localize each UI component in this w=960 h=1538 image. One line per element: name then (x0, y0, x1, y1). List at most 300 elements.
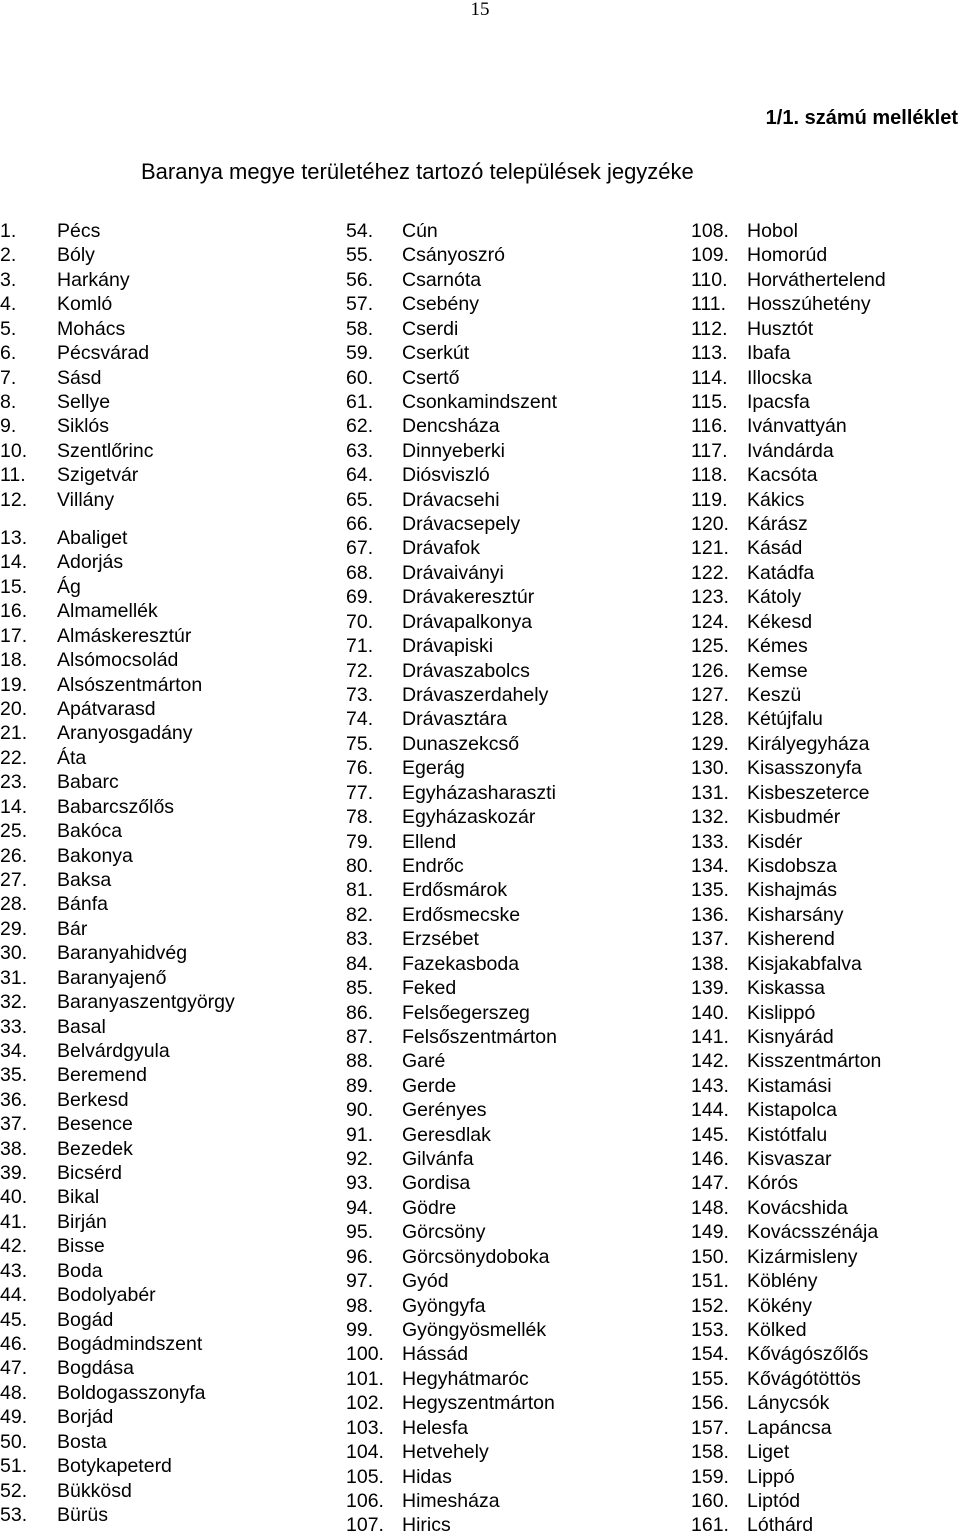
settlement-name: Kisbudmér (747, 806, 841, 829)
item-number: 5. (0, 317, 17, 340)
item-number: 134. (691, 854, 729, 877)
settlement-name: Geresdlak (402, 1123, 491, 1146)
list-item (691, 1391, 886, 1415)
list-item (0, 1332, 235, 1356)
list-item (346, 1001, 557, 1025)
list-item (346, 659, 557, 683)
list-item (0, 292, 235, 316)
item-number: 124. (691, 610, 729, 633)
settlement-name: Gerde (402, 1074, 457, 1097)
item-number: 105. (346, 1465, 384, 1488)
item-number: 14. (0, 551, 28, 574)
settlement-name: Helesfa (402, 1416, 469, 1439)
list-item (0, 414, 235, 438)
settlement-name: Himesháza (402, 1489, 500, 1512)
list-item (346, 341, 557, 365)
item-number: 40. (0, 1186, 28, 1209)
item-number: 49. (0, 1406, 28, 1429)
item-number: 111. (691, 293, 727, 316)
list-item (346, 268, 557, 292)
item-number: 44. (0, 1284, 28, 1307)
settlement-name: Fazekasboda (402, 952, 520, 975)
list-item (691, 1465, 886, 1489)
item-number: 117. (691, 439, 728, 462)
item-number: 76. (346, 757, 374, 780)
settlement-name: Csonkamindszent (402, 390, 557, 413)
item-number: 56. (346, 268, 374, 291)
settlement-name: Gyöngyösmellék (402, 1318, 547, 1341)
item-number: 106. (346, 1489, 384, 1512)
list-item (0, 341, 235, 365)
list-item (691, 1342, 886, 1366)
list-item (346, 585, 557, 609)
settlement-name: Csertő (402, 366, 460, 389)
list-item (691, 463, 886, 487)
item-number: 73. (346, 684, 374, 707)
item-number: 4. (0, 293, 17, 316)
page-number: 15 (470, 0, 490, 20)
item-number: 108. (691, 220, 729, 242)
item-number: 33. (0, 1015, 28, 1038)
list-item (0, 1405, 235, 1429)
list-item (346, 243, 557, 267)
item-number: 99. (346, 1318, 374, 1341)
item-number: 103. (346, 1416, 384, 1439)
settlement-name: Ellend (402, 830, 457, 853)
settlement-name: Adorjás (57, 551, 124, 574)
item-number: 118. (691, 464, 728, 487)
settlement-name: Beremend (57, 1064, 147, 1087)
item-number: 41. (0, 1210, 28, 1233)
list-item (0, 1137, 235, 1161)
item-number: 39. (0, 1162, 28, 1185)
list-item (0, 697, 235, 721)
item-number: 88. (346, 1050, 374, 1073)
item-number: 159. (691, 1465, 729, 1488)
settlement-name: Drávasztára (402, 708, 508, 731)
list-item (691, 1196, 886, 1220)
settlement-name: Komló (57, 293, 113, 316)
list-item (691, 805, 886, 829)
item-number: 52. (0, 1479, 28, 1502)
item-number: 22. (0, 746, 28, 769)
item-number: 9. (0, 415, 17, 438)
settlement-name: Kovácsszénája (747, 1221, 879, 1244)
item-number: 150. (691, 1245, 729, 1268)
item-number: 35. (0, 1064, 28, 1087)
item-number: 87. (346, 1025, 374, 1048)
item-number: 153. (691, 1318, 729, 1341)
settlement-name: Bóly (57, 244, 95, 267)
settlement-name: Cserdi (402, 317, 459, 340)
item-number: 95. (346, 1221, 374, 1244)
list-spacer (0, 512, 235, 526)
list-item (0, 268, 235, 292)
settlement-name: Lóthárd (747, 1514, 814, 1537)
item-number: 65. (346, 488, 374, 511)
item-number: 45. (0, 1308, 28, 1331)
item-number: 1. (0, 220, 17, 242)
settlement-name: Kásád (747, 537, 803, 560)
settlement-name: Lánycsók (747, 1392, 830, 1415)
list-item (691, 317, 886, 341)
settlement-name: Kisbeszeterce (747, 781, 870, 804)
settlement-name: Endrőc (402, 854, 464, 877)
item-number: 82. (346, 903, 374, 926)
settlement-name: Cún (402, 220, 438, 242)
list-item (346, 366, 557, 390)
list-item (0, 219, 235, 243)
settlement-name: Baksa (57, 868, 112, 891)
settlement-name: Kistapolca (747, 1099, 837, 1122)
list-item (691, 341, 886, 365)
settlement-name: Bikal (57, 1186, 100, 1209)
list-item (0, 1356, 235, 1380)
item-number: 68. (346, 561, 374, 584)
settlement-name: Kiskassa (747, 977, 826, 1000)
settlement-name: Pécs (57, 220, 101, 242)
settlement-name: Bogádmindszent (57, 1332, 203, 1355)
item-number: 151. (691, 1270, 729, 1293)
item-number: 81. (346, 879, 374, 902)
settlement-name: Keszü (747, 684, 802, 707)
settlement-name: Garé (402, 1050, 446, 1073)
item-number: 132. (691, 806, 729, 829)
settlement-name: Bezedek (57, 1137, 133, 1160)
list-item (691, 1025, 886, 1049)
settlement-name: Bükkösd (57, 1479, 132, 1502)
list-item (691, 414, 886, 438)
list-item (691, 1123, 886, 1147)
settlement-name: Belvárdgyula (57, 1039, 170, 1062)
list-item (0, 1234, 235, 1258)
list-item (346, 292, 557, 316)
list-item (0, 1063, 235, 1087)
item-number: 149. (691, 1221, 729, 1244)
list-item (346, 439, 557, 463)
item-number: 3. (0, 268, 17, 291)
list-item (691, 756, 886, 780)
item-number: 138. (691, 952, 729, 975)
list-item (0, 1259, 235, 1283)
settlement-name: Drávapiski (402, 635, 494, 658)
list-item (0, 770, 235, 794)
settlement-name: Borjád (57, 1406, 114, 1429)
settlement-name: Drávakeresztúr (402, 586, 535, 609)
list-item (346, 1342, 557, 1366)
item-number: 78. (346, 806, 374, 829)
list-item (346, 683, 557, 707)
settlement-name: Hegyszentmárton (402, 1392, 555, 1415)
item-number: 125. (691, 635, 729, 658)
list-item (0, 844, 235, 868)
item-number: 74. (346, 708, 374, 731)
settlement-name: Kisszentmárton (747, 1050, 882, 1073)
item-number: 80. (346, 854, 374, 877)
list-item (0, 243, 235, 267)
list-item (0, 575, 235, 599)
item-number: 34. (0, 1039, 28, 1062)
item-number: 25. (0, 820, 28, 843)
item-number: 157. (691, 1416, 729, 1439)
list-item (691, 1513, 886, 1537)
item-number: 6. (0, 342, 17, 365)
settlement-name: Gilvánfa (402, 1148, 474, 1171)
list-item (691, 585, 886, 609)
settlement-name: Birján (57, 1210, 107, 1233)
settlement-name: Basal (57, 1015, 106, 1038)
settlement-name: Kővágószőlős (747, 1343, 869, 1366)
list-item (346, 1245, 557, 1269)
list-item (0, 1308, 235, 1332)
item-number: 17. (0, 624, 28, 647)
item-number: 97. (346, 1270, 374, 1293)
settlement-name: Bakóca (57, 820, 123, 843)
settlement-name: Kisdobsza (747, 854, 837, 877)
list-item (0, 917, 235, 941)
list-item (691, 536, 886, 560)
item-number: 112. (691, 317, 728, 340)
settlement-name: Bár (57, 917, 88, 940)
settlement-name: Siklós (57, 415, 110, 438)
list-item (346, 1513, 557, 1537)
item-number: 55. (346, 244, 374, 267)
item-number: 123. (691, 586, 729, 609)
list-item (691, 1367, 886, 1391)
item-number: 66. (346, 513, 374, 536)
item-number: 84. (346, 952, 374, 975)
list-item (0, 1210, 235, 1234)
item-number: 152. (691, 1294, 729, 1317)
list-item (691, 1001, 886, 1025)
list-item (691, 1294, 886, 1318)
settlement-name: Besence (57, 1113, 133, 1136)
settlement-name: Almamellék (57, 600, 158, 623)
list-item (346, 390, 557, 414)
list-item (691, 292, 886, 316)
settlement-name: Drávapalkonya (402, 610, 533, 633)
settlement-name: Köblény (747, 1270, 818, 1293)
settlement-name: Lapáncsa (747, 1416, 832, 1439)
settlement-name: Botykapeterd (57, 1455, 172, 1478)
item-number: 23. (0, 771, 28, 794)
settlement-name: Kátoly (747, 586, 802, 609)
settlement-name: Drávaszerdahely (402, 684, 549, 707)
list-item (346, 1440, 557, 1464)
settlement-name: Hássád (402, 1343, 469, 1366)
list-item (0, 819, 235, 843)
item-number: 115. (691, 390, 728, 413)
settlement-name: Husztót (747, 317, 814, 340)
item-number: 161. (691, 1514, 729, 1537)
settlement-name: Boda (57, 1259, 103, 1282)
item-number: 28. (0, 893, 28, 916)
list-item (346, 1171, 557, 1195)
settlement-name: Ibafa (747, 342, 791, 365)
item-number: 156. (691, 1392, 729, 1415)
settlement-name: Kisasszonyfa (747, 757, 862, 780)
settlement-name: Almáskeresztúr (57, 624, 192, 647)
settlement-name: Drávaszabolcs (402, 659, 530, 682)
settlement-name: Gyód (402, 1270, 449, 1293)
item-number: 15. (0, 575, 28, 598)
item-number: 36. (0, 1088, 28, 1111)
settlement-name: Boldogasszonyfa (57, 1381, 206, 1404)
item-number: 61. (346, 390, 374, 413)
settlement-name: Baranyaszentgyörgy (57, 991, 235, 1014)
settlement-name: Hidas (402, 1465, 452, 1488)
settlement-name: Kisharsány (747, 903, 844, 926)
list-item (346, 756, 557, 780)
item-number: 127. (691, 684, 729, 707)
list-item (691, 439, 886, 463)
list-item (691, 707, 886, 731)
item-number: 121. (691, 537, 729, 560)
settlement-name: Liptód (747, 1489, 801, 1512)
settlement-name: Bakonya (57, 844, 133, 867)
item-number: 91. (346, 1123, 374, 1146)
item-number: 19. (0, 673, 28, 696)
settlement-name: Gödre (402, 1196, 457, 1219)
item-number: 69. (346, 586, 374, 609)
list-item (346, 1220, 557, 1244)
settlement-name: Feked (402, 977, 457, 1000)
item-number: 18. (0, 649, 28, 672)
settlement-name: Bánfa (57, 893, 108, 916)
settlement-name: Ivánvattyán (747, 415, 847, 438)
item-number: 71. (346, 635, 374, 658)
list-item (346, 634, 557, 658)
settlement-name: Katádfa (747, 561, 815, 584)
item-number: 67. (346, 537, 374, 560)
list-item (691, 878, 886, 902)
item-number: 137. (691, 928, 729, 951)
settlement-name: Harkány (57, 268, 130, 291)
settlement-name: Drávaiványi (402, 561, 504, 584)
list-item (691, 634, 886, 658)
item-number: 102. (346, 1392, 384, 1415)
item-number: 147. (691, 1172, 729, 1195)
item-number: 129. (691, 732, 729, 755)
settlement-name: Alsószentmárton (57, 673, 203, 696)
item-number: 14. (0, 795, 28, 818)
settlement-name: Felsőszentmárton (402, 1025, 557, 1048)
list-item (0, 366, 235, 390)
settlement-name: Csebény (402, 293, 479, 316)
settlement-name: Kisdér (747, 830, 803, 853)
item-number: 63. (346, 439, 374, 462)
item-number: 109. (691, 244, 729, 267)
list-item (691, 390, 886, 414)
list-item (0, 892, 235, 916)
settlement-name: Kölked (747, 1318, 807, 1341)
settlement-name: Bürüs (57, 1503, 108, 1526)
list-item (691, 781, 886, 805)
list-item (0, 1039, 235, 1063)
item-number: 53. (0, 1503, 28, 1526)
list-item (691, 976, 886, 1000)
item-number: 122. (691, 561, 729, 584)
settlement-name: Kislippó (747, 1001, 816, 1024)
settlement-name: Áta (57, 746, 87, 769)
list-item (691, 1098, 886, 1122)
settlement-name: Gordisa (402, 1172, 471, 1195)
settlement-name: Dunaszekcső (402, 732, 520, 755)
list-item (691, 1171, 886, 1195)
item-number: 119. (691, 488, 728, 511)
list-item (691, 659, 886, 683)
list-item (691, 1220, 886, 1244)
settlement-name: Kistótfalu (747, 1123, 828, 1146)
list-item (691, 1147, 886, 1171)
item-number: 96. (346, 1245, 374, 1268)
list-item (0, 599, 235, 623)
settlement-name: Csányoszró (402, 244, 505, 267)
settlement-name: Bogád (57, 1308, 114, 1331)
item-number: 77. (346, 781, 374, 804)
list-item (691, 903, 886, 927)
list-item (346, 610, 557, 634)
list-item (346, 927, 557, 951)
list-item (0, 550, 235, 574)
item-number: 100. (346, 1343, 384, 1366)
settlement-name: Mohács (57, 317, 126, 340)
item-number: 145. (691, 1123, 729, 1146)
item-number: 110. (691, 268, 728, 291)
item-number: 89. (346, 1074, 374, 1097)
settlement-name: Baranyahidvég (57, 942, 188, 965)
item-number: 128. (691, 708, 729, 731)
item-number: 158. (691, 1441, 729, 1464)
item-number: 50. (0, 1430, 28, 1453)
settlement-name: Erzsébet (402, 928, 479, 951)
settlement-name: Hegyhátmaróc (402, 1367, 529, 1390)
settlement-name: Sásd (57, 366, 102, 389)
list-item (0, 390, 235, 414)
settlement-name: Dinnyeberki (402, 439, 505, 462)
settlement-name: Berkesd (57, 1088, 129, 1111)
list-item (0, 1015, 235, 1039)
list-item (346, 317, 557, 341)
item-number: 20. (0, 698, 28, 721)
item-number: 42. (0, 1235, 28, 1258)
item-number: 136. (691, 903, 729, 926)
list-item (691, 1245, 886, 1269)
settlement-name: Hetvehely (402, 1441, 489, 1464)
item-number: 12. (0, 488, 28, 511)
item-number: 98. (346, 1294, 374, 1317)
item-number: 79. (346, 830, 374, 853)
settlement-name: Egyházaskozár (402, 806, 536, 829)
list-item (346, 952, 557, 976)
item-number: 72. (346, 659, 374, 682)
item-number: 93. (346, 1172, 374, 1195)
item-number: 48. (0, 1381, 28, 1404)
settlement-name: Kistamási (747, 1074, 832, 1097)
item-number: 64. (346, 464, 374, 487)
list-item (691, 610, 886, 634)
item-number: 104. (346, 1441, 384, 1464)
settlement-name: Kizármisleny (747, 1245, 858, 1268)
list-item (691, 561, 886, 585)
item-number: 27. (0, 868, 28, 891)
item-number: 8. (0, 390, 17, 413)
settlement-name: Kémes (747, 635, 808, 658)
settlement-name: Sellye (57, 390, 111, 413)
settlement-name: Kisnyárád (747, 1025, 834, 1048)
item-number: 43. (0, 1259, 28, 1282)
list-item (691, 1049, 886, 1073)
